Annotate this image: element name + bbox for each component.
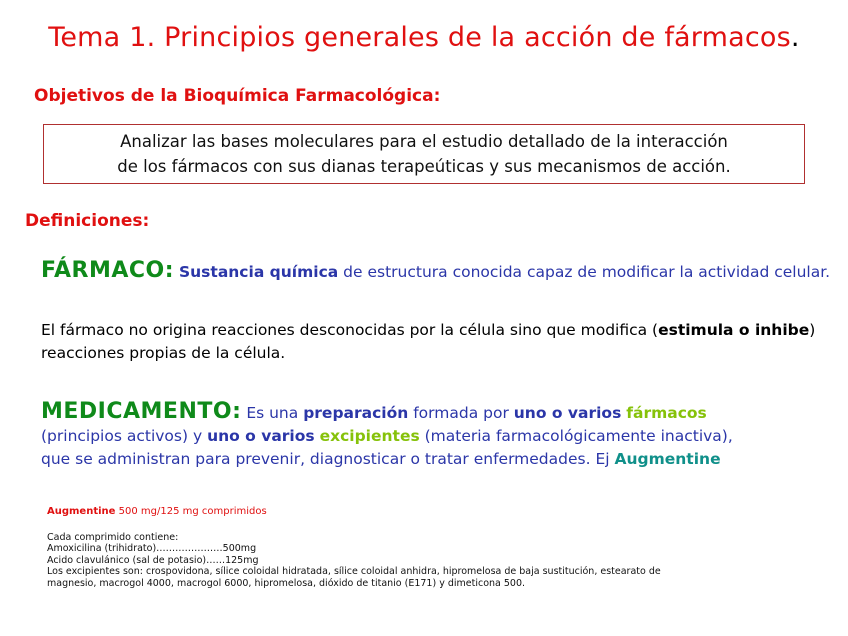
med-text-1: Es una [241,404,304,422]
product-dose: 500 mg/125 mg comprimidos [115,506,267,517]
product-info [47,506,807,589]
definitions-heading: Definiciones: [25,211,150,231]
med-text-4: (principios activos) y [41,427,208,445]
objectives-line-2: de los fármacos con sus dianas terapeúticas y sus mecanismos de acción. [117,157,731,176]
composition-line: Acido clavulánico (sal de potasio)……125mg [47,554,259,566]
objectives-box [43,124,805,184]
farmaco-note-part-1: El fármaco no origina reacciones desconocidas por la célula sino que modifica ( [41,321,659,339]
med-text-2: formada por [408,404,514,422]
med-text-6: (materia farmacológicamente inactiva), [419,427,733,445]
med-keyword-preparacion: preparación [303,404,409,422]
objectives-line-1: Analizar las bases moleculares para el estudio detallado de la interacción [120,132,728,151]
med-text-7: que se administran para prevenir, diagnosticar o tratar enfermedades. Ej [41,450,615,468]
product-composition [47,532,807,590]
medicamento-line-1 [41,400,831,425]
composition-line: magnesio, macrogol 4000, macrogol 6000, hipromelosa, dióxido de titanio (E171) y dimeticona 500. [47,577,526,589]
med-example-augmentine: Augmentine [614,450,721,468]
composition-line: Amoxicilina (trihidrato)…………………500mg [47,543,257,554]
farmaco-term: FÁRMACO: [41,258,175,283]
medicamento-definition [41,400,831,471]
med-keyword-uno-o-varios-1: uno o varios [513,404,622,422]
composition-line: Los excipientes son: crospovidona, sílice coloidal hidratada, sílice coloidal anhidra, hipromelosa de baja sustitución, estearato de [47,566,661,577]
farmaco-rest: de estructura conocida capaz de modificar la actividad celular. [338,263,831,281]
med-keyword-excipientes: excipientes [319,427,420,445]
farmaco-keyword: Sustancia química [178,263,339,281]
title-period: . [790,22,800,53]
farmaco-note-bold: estimula o inhibe [658,321,810,339]
farmaco-note [41,319,841,365]
composition-line: Cada comprimido contiene: [47,531,179,543]
med-keyword-uno-o-varios-2: uno o varios [207,427,315,445]
product-name: Augmentine [47,506,116,517]
medicamento-term: MEDICAMENTO: [41,399,242,424]
med-keyword-farmacos: fármacos [626,404,707,422]
title-text: Tema 1. Principios generales de la acción de fármacos [48,22,791,53]
page-title [0,22,848,53]
farmaco-note-part-2: ) reacciones propias de la célula. [41,321,816,362]
objectives-heading: Objetivos de la Bioquímica Farmacológica: [34,86,441,106]
product-title [47,506,807,518]
farmaco-definition [41,259,831,284]
